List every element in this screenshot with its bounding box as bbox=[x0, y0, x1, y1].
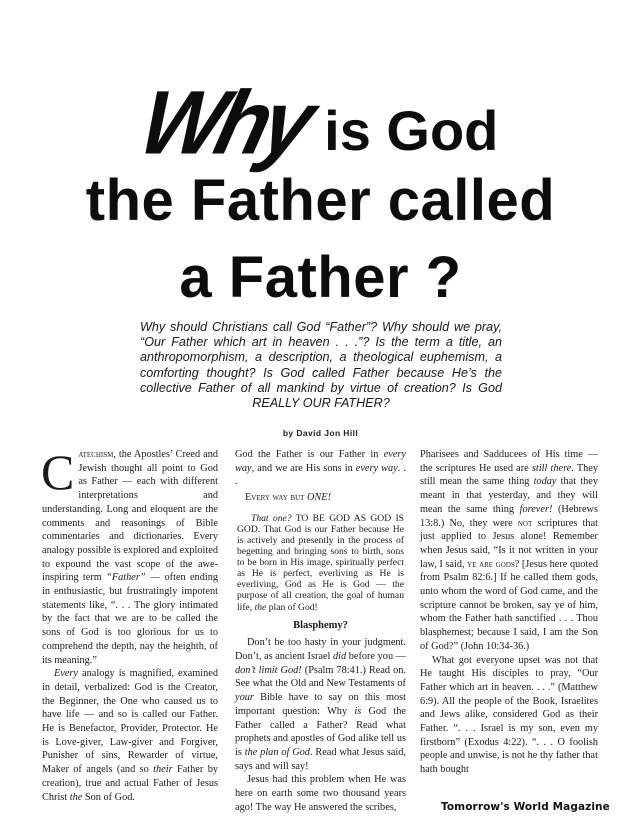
title-why: Why bbox=[130, 72, 319, 174]
footer-source: Tomorrow's World Magazine bbox=[441, 801, 610, 813]
paragraph: Catechism, the Apostles’ Creed and Jewish thought all point to God as Father — each with different interpretations and understanding. Long and eloquent are the comments and reasonings of Bible commentaries and dictionaries. Every analogy possible is explored and exploited to expound the vast scope of the awe-inspiring term “Father” — often ending in enthusiastic, but frustratingly impotent statements like, “. . . The glory intimated by the fact that we are to be called the sons of God is too glorious for us to comprehend the depth, nay the heighth, of its meaning.” bbox=[41, 444, 218, 666]
drop-cap: C bbox=[41, 444, 75, 500]
emphasis-line: Every way but ONE! bbox=[245, 492, 332, 504]
title-line-2: the Father called bbox=[85, 168, 556, 233]
paragraph: God the Father is our Father in every way, and we are His sons in every way. . . bbox=[235, 449, 406, 488]
paragraph: Jesus had this problem when He was here on earth some two thousand years ago! The way He answered the scribes, bbox=[235, 774, 406, 813]
title-line-1 bbox=[0, 72, 641, 174]
paragraph: Every analogy is magnified, examined in detail, verbalized: God is the Creator, the Beginner, the One who caused us to have life — and so is called our Father. He is Benefactor, Provider, Protector. He is Love-giver, Law-giver and Forgiver, Punisher of sins, Rewarder of virtue, Maker of angels (and so their Father by creation), true and actual Father of Jesus Christ the Son of God. bbox=[42, 668, 218, 803]
callout-block: That one? TO BE GOD AS GOD IS GOD. That God is our Father because He is actively and presently in the process of begetting and bringing sons to birth, sons to be born in His image, spiritually perfect as He is perfect, everliving as He is everliving, God as He is God — the purpose of all creation, the goal of human life, the plan of God! bbox=[237, 512, 404, 613]
title-line-3: a Father ? bbox=[179, 245, 462, 310]
paragraph: Pharisees and Sadducees of His time — the scriptures He used are still there. They still mean the same thing today that they meant in that yesterday, and they will mean the same thing forever! (Hebrews 13:8.) No, they were not scriptures that just applied to Jesus alone! Remember when Jesus said, “Is it not written in your law, I said, ye are gods? [Jesus here quoted from Psalm 82:6.] If he called them gods, unto whom the word of God came, and the scripture cannot be broken, say ye of him, whom the Father hath sanctified . . . Thou blasphemest; because I said, I am the Son of God?” (John 10:34-36.) bbox=[420, 449, 599, 652]
paragraph: Don’t be too hasty in your judgment. Don’t, as ancient Israel did before you — don’t limit God! (Psalm 78:41.) Read on. See what the Old and New Testaments of your Bible have to say on this most important question: Why is God the Father called a Father? Read what prophets and apostles of God alike tell us is the plan of God. Read what Jesus said, says and will say! bbox=[235, 637, 407, 772]
column-2 bbox=[235, 448, 406, 815]
column-3 bbox=[420, 448, 598, 777]
paragraph: What got everyone upset was not that He taught His disciples to pray, “Our Father which art in heaven. . . .” (Matthew 6:9). All the people of the Book, Israelites and Jews alike, considered God as their Father. “. . . Israel is my son, even my firstborn” (Exodus 4:22). “. . . O foolish people and unwise, is not he thy father that hath bought bbox=[420, 654, 598, 776]
byline: by David Jon Hill bbox=[282, 428, 359, 438]
column-1 bbox=[41, 444, 218, 804]
article-deck: Why should Christians call God “Father”? Why should we pray, “Our Father which art in heaven . . .”? Is the term a title, an anthropomorphism, a description, a theological euphemism, a comforting thought? Is God called Father because He’s the collective Father of all mankind by virtue of creation? Is God REALLY OUR FATHER? bbox=[140, 320, 502, 411]
subheading: Blasphemy? bbox=[293, 619, 348, 631]
title-is-god: is God bbox=[324, 99, 499, 162]
